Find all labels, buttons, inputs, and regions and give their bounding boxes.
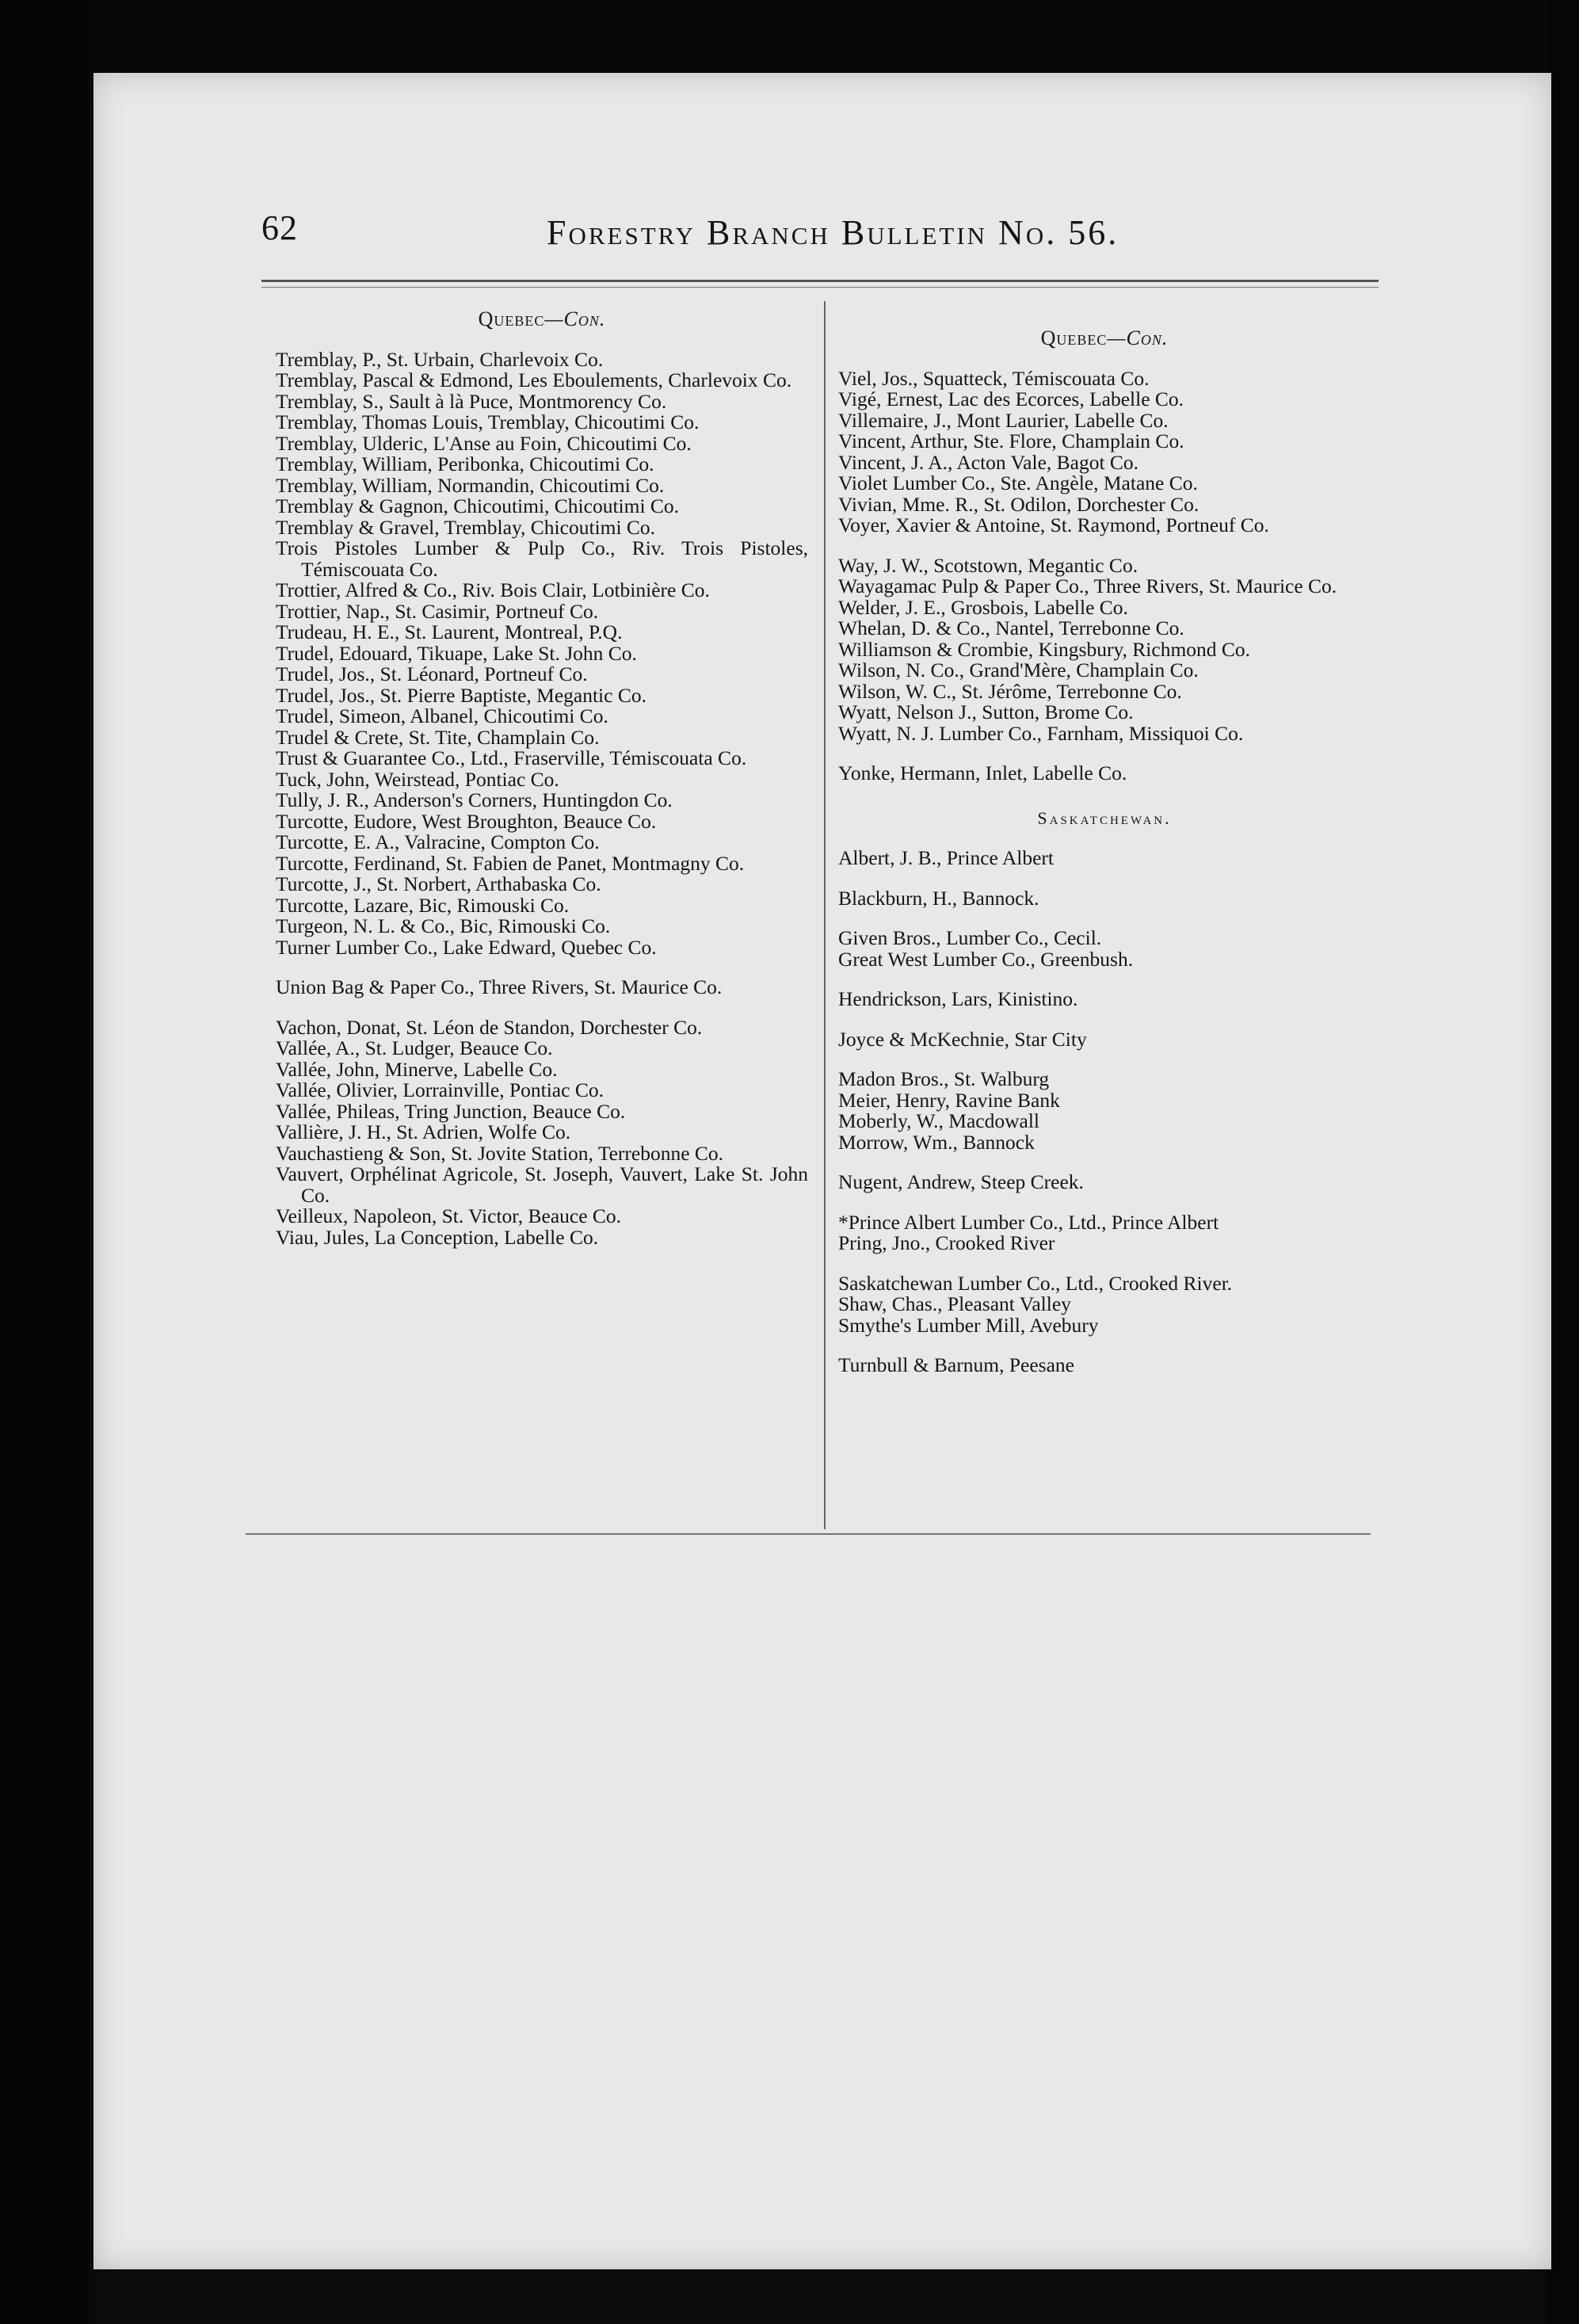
entry-group bbox=[838, 763, 1371, 784]
directory-entry: Trottier, Alfred & Co., Riv. Bois Clair, Lotbinière Co. bbox=[276, 578, 710, 601]
entry-group bbox=[276, 1017, 808, 1249]
directory-entry: Vincent, J. A., Acton Vale, Bagot Co. bbox=[838, 450, 1139, 474]
entry-group bbox=[276, 349, 808, 959]
right-entry-groups bbox=[838, 368, 1371, 784]
directory-entry: Turcotte, Ferdinand, St. Fabien de Panet, Montmagny Co. bbox=[276, 851, 745, 875]
directory-entry: *Prince Albert Lumber Co., Ltd., Prince Albert bbox=[838, 1210, 1219, 1234]
entry-group bbox=[838, 848, 1371, 869]
directory-entry: Vivian, Mme. R., St. Odilon, Dorchester Co. bbox=[838, 492, 1200, 516]
footer-rule bbox=[246, 1533, 1371, 1535]
left-heading-province: Quebec bbox=[478, 307, 545, 330]
directory-entry: Morrow, Wm., Bannock bbox=[838, 1130, 1035, 1154]
directory-entry: Meier, Henry, Ravine Bank bbox=[838, 1088, 1060, 1112]
directory-entry: Trudel & Crete, St. Tite, Champlain Co. bbox=[276, 725, 600, 749]
entry-group bbox=[838, 1029, 1371, 1051]
entry-group bbox=[838, 1355, 1371, 1376]
directory-entry: Turnbull & Barnum, Peesane bbox=[838, 1353, 1074, 1376]
directory-entry: Tremblay, Thomas Louis, Tremblay, Chicoutimi Co. bbox=[276, 410, 700, 433]
directory-entry: Nugent, Andrew, Steep Creek. bbox=[838, 1170, 1084, 1193]
directory-entry: Williamson & Crombie, Kingsbury, Richmond Co. bbox=[838, 637, 1251, 661]
directory-entry: Voyer, Xavier & Antoine, St. Raymond, Portneuf Co. bbox=[838, 513, 1269, 536]
directory-entry: Smythe's Lumber Mill, Avebury bbox=[838, 1313, 1099, 1337]
film-border-right bbox=[1547, 0, 1579, 2324]
directory-entry: Trust & Guarantee Co., Ltd., Fraserville, Témiscouata Co. bbox=[276, 746, 747, 769]
directory-entry: Vigé, Ernest, Lac des Ecorces, Labelle Co. bbox=[838, 387, 1184, 410]
left-column-heading bbox=[276, 309, 808, 330]
directory-entry: Turner Lumber Co., Lake Edward, Quebec Co. bbox=[276, 935, 657, 959]
directory-entry: Shaw, Chas., Pleasant Valley bbox=[838, 1292, 1071, 1315]
directory-entry: Tremblay, Ulderic, L'Anse au Foin, Chicoutimi Co. bbox=[276, 431, 692, 455]
directory-entry: Vallière, J. H., St. Adrien, Wolfe Co. bbox=[276, 1120, 571, 1143]
directory-entry: Madon Bros., St. Walburg bbox=[838, 1067, 1050, 1090]
directory-entry: Vallée, A., St. Ludger, Beauce Co. bbox=[276, 1036, 553, 1059]
entry-group bbox=[838, 1212, 1371, 1254]
directory-entry: Wyatt, N. J. Lumber Co., Farnham, Missiquoi Co. bbox=[838, 721, 1244, 745]
directory-entry: Tremblay, William, Normandin, Chicoutimi Co. bbox=[276, 473, 665, 497]
right-column bbox=[838, 309, 1371, 1376]
page-number: 62 bbox=[261, 208, 298, 247]
directory-entry: Tremblay, William, Peribonka, Chicoutimi Co. bbox=[276, 452, 654, 475]
directory-entry: Trudel, Jos., St. Léonard, Portneuf Co. bbox=[276, 662, 588, 685]
directory-entry: Vincent, Arthur, Ste. Flore, Champlain Co. bbox=[838, 429, 1184, 452]
entry-group bbox=[838, 989, 1371, 1010]
directory-entry: Vallée, Phileas, Tring Junction, Beauce Co. bbox=[276, 1099, 626, 1123]
directory-entry: Vallée, Olivier, Lorrainville, Pontiac Co. bbox=[276, 1078, 604, 1101]
directory-entry: Trudeau, H. E., St. Laurent, Montreal, P.Q. bbox=[276, 620, 623, 643]
entry-group bbox=[276, 977, 808, 998]
saskatchewan-entry-groups bbox=[838, 848, 1371, 1376]
directory-entry: Turcotte, E. A., Valracine, Compton Co. bbox=[276, 830, 600, 853]
directory-entry: Turcotte, Lazare, Bic, Rimouski Co. bbox=[276, 893, 570, 917]
column-divider bbox=[824, 301, 826, 1529]
directory-entry: Whelan, D. & Co., Nantel, Terrebonne Co. bbox=[838, 616, 1184, 639]
directory-entry: Saskatchewan Lumber Co., Ltd., Crooked River. bbox=[838, 1271, 1233, 1295]
directory-entry: Albert, J. B., Prince Albert bbox=[838, 846, 1054, 869]
directory-entry: Trudel, Simeon, Albanel, Chicoutimi Co. bbox=[276, 704, 608, 727]
directory-entry: Welder, J. E., Grosbois, Labelle Co. bbox=[838, 595, 1128, 619]
directory-entry: Trudel, Edouard, Tikuape, Lake St. John Co. bbox=[276, 641, 637, 665]
left-column bbox=[276, 309, 808, 1248]
directory-entry: Villemaire, J., Mont Laurier, Labelle Co. bbox=[838, 408, 1169, 432]
right-heading-suffix: —Con. bbox=[1107, 326, 1169, 349]
entry-group bbox=[838, 928, 1371, 970]
directory-entry: Joyce & McKechnie, Star City bbox=[838, 1027, 1087, 1051]
entry-group bbox=[838, 555, 1371, 745]
entry-group bbox=[838, 888, 1371, 910]
directory-entry: Tully, J. R., Anderson's Corners, Huntingdon Co. bbox=[276, 788, 673, 811]
left-entry-groups bbox=[276, 349, 808, 1249]
directory-entry: Trudel, Jos., St. Pierre Baptiste, Megantic Co. bbox=[276, 683, 646, 707]
directory-entry: Tremblay & Gravel, Tremblay, Chicoutimi Co. bbox=[276, 515, 656, 539]
header-rule bbox=[261, 280, 1379, 282]
header-rule-thin bbox=[261, 287, 1379, 288]
directory-entry: Viau, Jules, La Conception, Labelle Co. bbox=[276, 1225, 599, 1249]
directory-entry: Wayagamac Pulp & Paper Co., Three Rivers, St. Maurice Co. bbox=[838, 574, 1337, 597]
directory-entry: Veilleux, Napoleon, St. Victor, Beauce Co. bbox=[276, 1204, 622, 1227]
directory-entry: Union Bag & Paper Co., Three Rivers, St. Maurice Co. bbox=[276, 975, 723, 998]
directory-entry: Wilson, N. Co., Grand'Mère, Champlain Co. bbox=[838, 658, 1199, 681]
directory-entry: Blackburn, H., Bannock. bbox=[838, 886, 1039, 910]
directory-entry: Wilson, W. C., St. Jérôme, Terrebonne Co. bbox=[838, 679, 1182, 703]
entry-group bbox=[838, 368, 1371, 536]
film-border-top bbox=[0, 0, 1579, 71]
directory-entry: Viel, Jos., Squatteck, Témiscouata Co. bbox=[838, 366, 1150, 390]
directory-entry: Trottier, Nap., St. Casimir, Portneuf Co. bbox=[276, 599, 599, 623]
directory-entry: Turcotte, J., St. Norbert, Arthabaska Co. bbox=[276, 872, 601, 895]
directory-entry: Way, J. W., Scotstown, Megantic Co. bbox=[838, 553, 1138, 577]
entry-group bbox=[838, 1069, 1371, 1153]
directory-entry: Vauchastieng & Son, St. Jovite Station, Terrebonne Co. bbox=[276, 1141, 724, 1165]
entry-group bbox=[838, 1172, 1371, 1193]
right-column-heading bbox=[838, 328, 1371, 349]
saskatchewan-heading: Saskatchewan. bbox=[1037, 807, 1172, 828]
directory-entry: Great West Lumber Co., Greenbush. bbox=[838, 947, 1134, 971]
directory-entry: Yonke, Hermann, Inlet, Labelle Co. bbox=[838, 761, 1127, 784]
directory-entry: Turcotte, Eudore, West Broughton, Beauce Co. bbox=[276, 809, 657, 833]
directory-entry: Vachon, Donat, St. Léon de Standon, Dorchester Co. bbox=[276, 1015, 703, 1039]
directory-entry: Tremblay & Gagnon, Chicoutimi, Chicoutimi Co. bbox=[276, 494, 680, 517]
directory-entry: Trois Pistoles Lumber & Pulp Co., Riv. Trois Pistoles, Témiscouata Co. bbox=[276, 536, 808, 581]
directory-entry: Wyatt, Nelson J., Sutton, Brome Co. bbox=[838, 700, 1134, 723]
entry-group bbox=[838, 1273, 1371, 1337]
directory-entry: Tremblay, Pascal & Edmond, Les Eboulements, Charlevoix Co. bbox=[276, 368, 792, 391]
directory-entry: Vauvert, Orphélinat Agricole, St. Joseph, Vauvert, Lake St. John Co. bbox=[276, 1162, 808, 1207]
right-heading-province: Quebec bbox=[1040, 326, 1108, 349]
directory-entry: Tremblay, S., Sault à là Puce, Montmorency Co. bbox=[276, 389, 667, 413]
directory-entry: Moberly, W., Macdowall bbox=[838, 1109, 1040, 1132]
directory-entry: Pring, Jno., Crooked River bbox=[838, 1231, 1055, 1254]
directory-entry: Turgeon, N. L. & Co., Bic, Rimouski Co. bbox=[276, 914, 611, 937]
film-border-left bbox=[0, 0, 89, 2324]
directory-entry: Violet Lumber Co., Ste. Angèle, Matane Co. bbox=[838, 471, 1198, 494]
left-heading-suffix: —Con. bbox=[544, 307, 606, 330]
running-head: Forestry Branch Bulletin No. 56. bbox=[547, 213, 1119, 252]
directory-entry: Tuck, John, Weirstead, Pontiac Co. bbox=[276, 767, 559, 791]
directory-entry: Vallée, John, Minerve, Labelle Co. bbox=[276, 1057, 558, 1081]
directory-entry: Hendrickson, Lars, Kinistino. bbox=[838, 987, 1078, 1010]
directory-entry: Given Bros., Lumber Co., Cecil. bbox=[838, 926, 1102, 949]
directory-entry: Tremblay, P., St. Urbain, Charlevoix Co. bbox=[276, 347, 604, 371]
